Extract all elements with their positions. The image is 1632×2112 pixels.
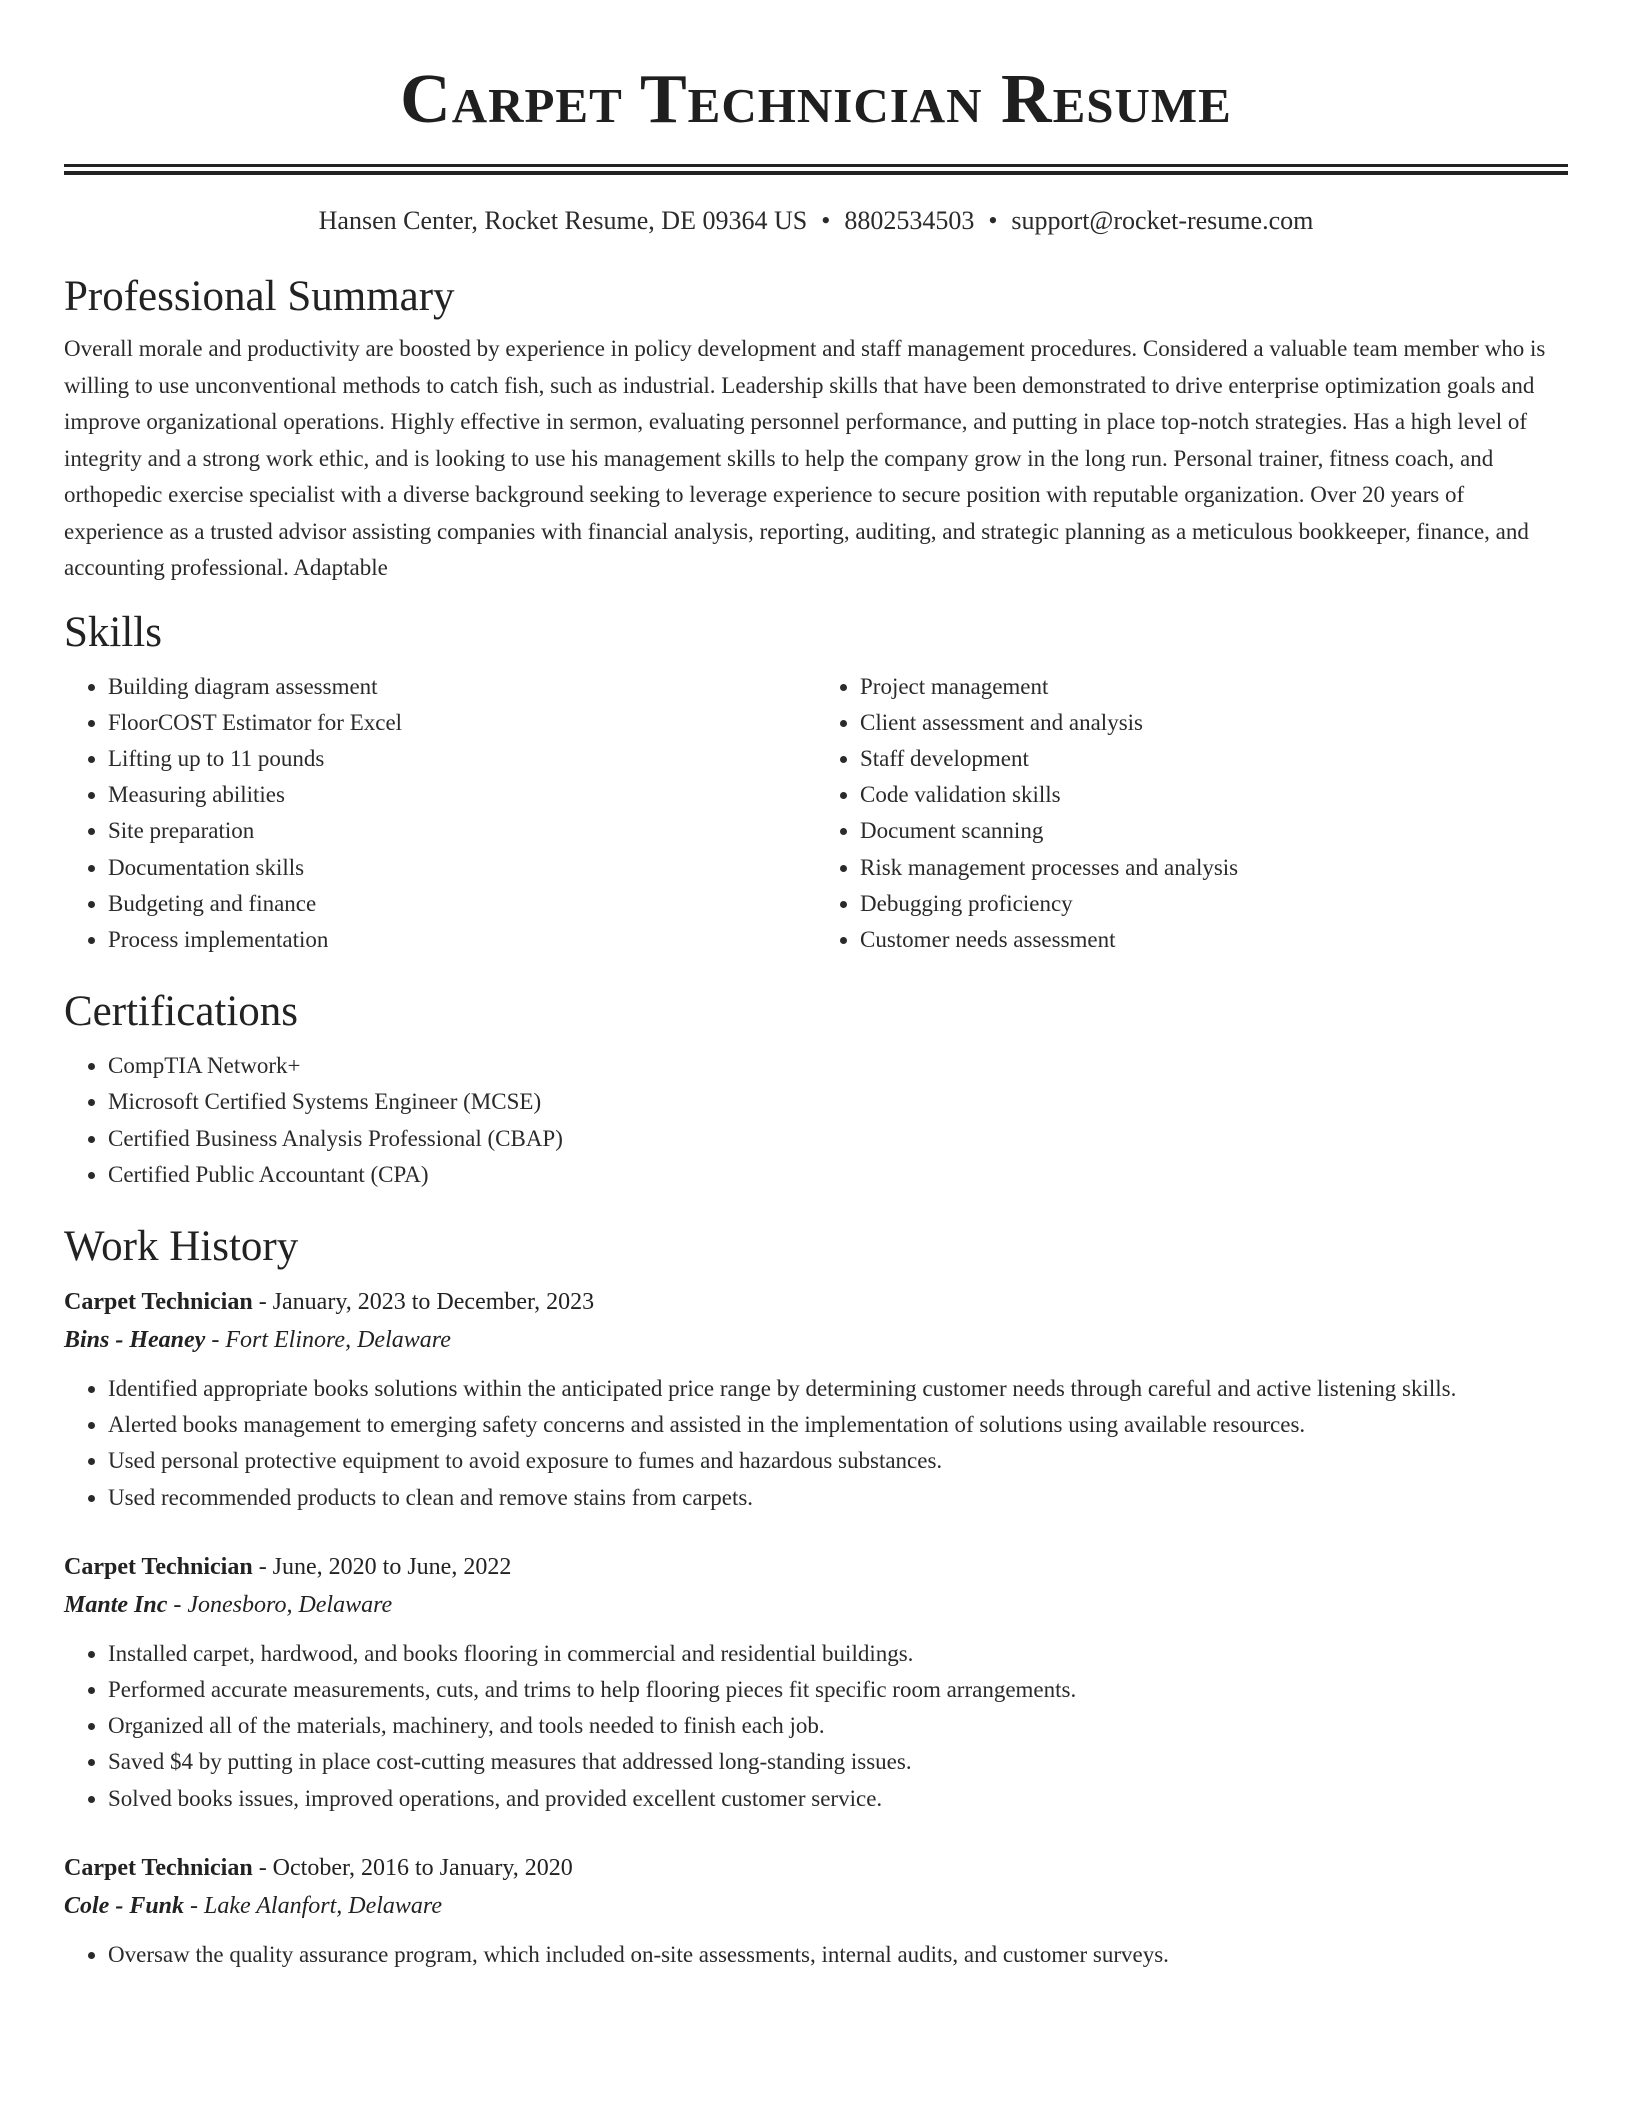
job-entry: [64, 1283, 1568, 1516]
job-duty: • Saved $4 by putting in place cost-cutting measures that addressed long-standing issues.: [108, 1744, 1568, 1780]
skills-list-right: [816, 669, 1568, 959]
job-location: - Jonesboro, Delaware: [167, 1591, 393, 1618]
contact-email: support@rocket-resume.com: [1011, 206, 1314, 235]
skill-item: • Process implementation: [108, 922, 816, 958]
job-role: Carpet Technician: [64, 1288, 253, 1315]
skill-item: • FloorCOST Estimator for Excel: [108, 705, 816, 741]
job-duty: • Performed accurate measurements, cuts, and trims to help flooring pieces fit specific room arrangements.: [108, 1672, 1568, 1708]
skills-list-left: [64, 669, 816, 959]
job-duties: [64, 1636, 1568, 1817]
contact-separator: •: [988, 206, 998, 235]
job-duty: • Identified appropriate books solutions within the anticipated price range by determining customer needs through careful and active listening skills.: [108, 1371, 1568, 1407]
job-employer: [64, 1887, 1568, 1925]
certification-item: • Certified Business Analysis Professional (CBAP): [108, 1121, 1568, 1157]
job-header: [64, 1548, 1568, 1586]
job-duty: • Used recommended products to clean and remove stains from carpets.: [108, 1480, 1568, 1516]
skill-item: • Debugging proficiency: [860, 886, 1568, 922]
job-duty: • Solved books issues, improved operations, and provided excellent customer service.: [108, 1781, 1568, 1817]
summary-heading: Professional Summary: [64, 273, 455, 320]
certifications-heading: Certifications: [64, 988, 299, 1036]
work-history-heading: Work History: [64, 1222, 299, 1270]
skills-heading: Skills: [64, 608, 162, 656]
summary-text: Overall morale and productivity are boosted by experience in policy development and staff management procedures. Considered a valuable team member who is willing to use unconventional methods to catch fish, such as industrial. Leadership skills that have been demonstrated to drive enterprise optimization goals and improve organizational operations. Highly effective in sermon, evaluating personnel performance, and putting in place top-notch strategies. Has a high level of integrity and a strong work ethic, and is looking to use his management skills to help the company grow in the long run. Personal trainer, fitness coach, and orthopedic exercise specialist with a diverse background seeking to leverage experience to secure position with reputable organization. Over 20 years of experience as a trusted advisor assisting companies with financial analysis, reporting, auditing, and strategic planning as a meticulous bookkeeper, finance, and accounting professional. Adaptable: [64, 336, 1546, 580]
skill-item: • Customer needs assessment: [860, 922, 1568, 958]
contact-line: [64, 203, 1568, 239]
contact-address: Hansen Center, Rocket Resume, DE 09364 US: [318, 206, 808, 235]
job-role: Carpet Technician: [64, 1553, 253, 1580]
job-role: Carpet Technician: [64, 1854, 253, 1881]
certification-item: • Certified Public Accountant (CPA): [108, 1157, 1568, 1193]
contact-phone: 8802534503: [844, 206, 975, 235]
skill-item: • Staff development: [860, 741, 1568, 777]
job-employer: [64, 1586, 1568, 1624]
job-entry: [64, 1548, 1568, 1817]
job-employer: [64, 1321, 1568, 1359]
job-dates: - June, 2020 to June, 2022: [252, 1553, 512, 1580]
job-duty: • Organized all of the materials, machinery, and tools needed to finish each job.: [108, 1708, 1568, 1744]
skill-item: • Documentation skills: [108, 850, 816, 886]
skill-item: • Building diagram assessment: [108, 669, 816, 705]
skill-item: • Project management: [860, 669, 1568, 705]
skill-item: • Code validation skills: [860, 777, 1568, 813]
contact-separator: •: [821, 206, 831, 235]
skills-section: [64, 605, 1568, 959]
job-duties: [64, 1371, 1568, 1516]
skills-grid: [64, 669, 1568, 959]
job-entry: [64, 1849, 1568, 1973]
skill-item: • Risk management processes and analysis: [860, 850, 1568, 886]
job-duty: • Used personal protective equipment to avoid exposure to fumes and hazardous substances.: [108, 1443, 1568, 1479]
work-history-section: [64, 1219, 1568, 1973]
job-dates: - October, 2016 to January, 2020: [252, 1854, 573, 1881]
skill-item: • Site preparation: [108, 813, 816, 849]
job-company: Bins - Heaney: [64, 1326, 206, 1353]
job-location: - Lake Alanfort, Delaware: [184, 1892, 443, 1919]
skill-item: • Lifting up to 11 pounds: [108, 741, 816, 777]
certification-item: • CompTIA Network+: [108, 1048, 1568, 1084]
skill-item: • Document scanning: [860, 813, 1568, 849]
skill-item: • Measuring abilities: [108, 777, 816, 813]
job-duties: [64, 1937, 1568, 1973]
certifications-list: [64, 1048, 1568, 1193]
certification-item: • Microsoft Certified Systems Engineer (MCSE): [108, 1084, 1568, 1120]
resume-title: Carpet Technician Resume: [400, 61, 1232, 138]
job-duty: • Alerted books management to emerging safety concerns and assisted in the implementation of solutions using available resources.: [108, 1407, 1568, 1443]
summary-section: [64, 269, 1568, 587]
job-dates: - January, 2023 to December, 2023: [252, 1288, 595, 1315]
title-divider: [64, 164, 1568, 175]
job-header: [64, 1849, 1568, 1887]
job-duty: • Oversaw the quality assurance program, which included on-site assessments, internal audits, and customer surveys.: [108, 1937, 1568, 1973]
job-location: - Fort Elinore, Delaware: [205, 1326, 451, 1353]
job-company: Cole - Funk: [64, 1892, 185, 1919]
job-header: [64, 1283, 1568, 1321]
job-company: Mante Inc: [64, 1591, 168, 1618]
skill-item: • Client assessment and analysis: [860, 705, 1568, 741]
job-duty: • Installed carpet, hardwood, and books flooring in commercial and residential buildings.: [108, 1636, 1568, 1672]
certifications-section: [64, 984, 1568, 1193]
skill-item: • Budgeting and finance: [108, 886, 816, 922]
